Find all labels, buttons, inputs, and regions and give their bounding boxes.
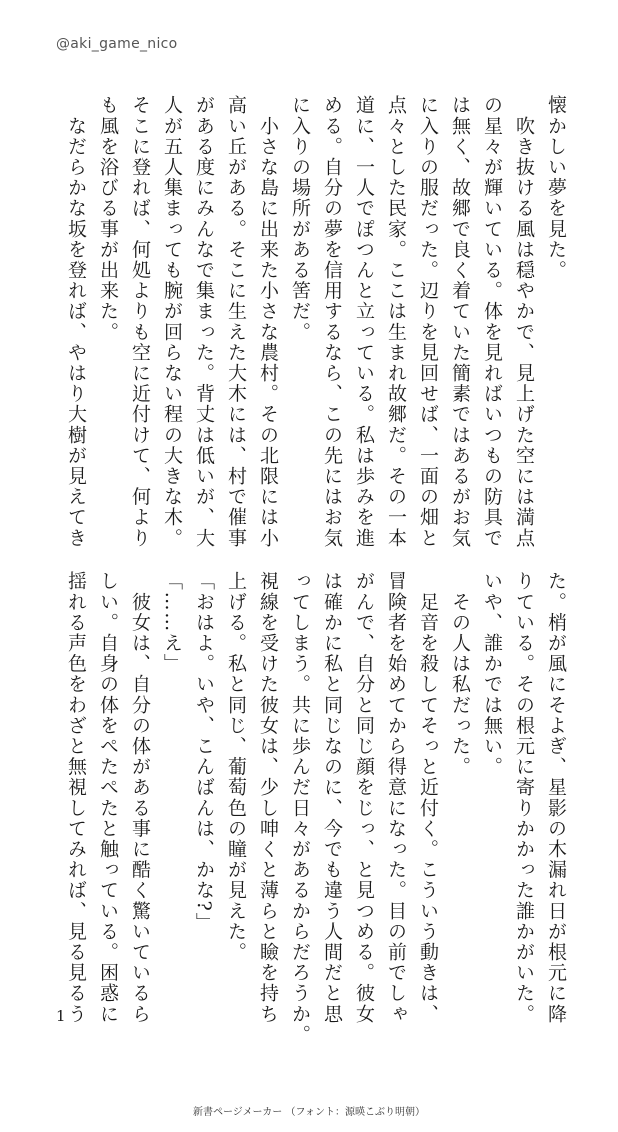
text-line: 懐かしい夢を見た。 <box>545 95 567 281</box>
text-line: 足音を殺してそっと近付く。こういう動きは、 <box>417 571 439 1025</box>
text-line: いや、誰かでは無い。 <box>481 571 503 777</box>
text-line: 「……え」 <box>161 571 183 674</box>
footer-credit: 新書ページメーカー （フォント：源暎こぶり明朝） <box>193 1107 425 1118</box>
text-line: りている。その根元に寄りかかった誰かがいた。 <box>513 571 535 1025</box>
page-number: 1 <box>56 1007 66 1025</box>
author-handle: @aki_game_nico <box>56 36 178 52</box>
text-line: 点々とした民家。ここは生まれ故郷だ。その一本 <box>385 95 407 549</box>
text-line: しい。自身の体をぺたぺたと触っている。困惑に <box>97 571 119 1025</box>
text-line: がんで、自分と同じ顔をじっ、と見つめる。彼女 <box>353 571 375 1025</box>
text-line: の星々が輝いている。体を見ればいつもの防具で <box>481 95 503 549</box>
body-text-upper <box>60 95 572 549</box>
text-line: 上げる。私と同じ、葡萄色の瞳が見えた。 <box>225 571 247 963</box>
text-line: 彼女は、自分の体がある事に酷く驚いているら <box>129 571 151 1025</box>
text-line: に入りの場所がある筈だ。 <box>289 95 311 343</box>
text-line: ってしまう。共に歩んだ日々があるからだろうか。 <box>289 571 311 1045</box>
text-line: 「おはよ。いや、こんばんは、かな?」 <box>193 571 215 933</box>
text-line: 小さな島に出来た小さな農村。その北限には小 <box>257 95 279 549</box>
text-line: 道に、一人でぽつんと立っている。私は歩みを進 <box>353 95 375 549</box>
text-line: た。梢が風にそよぎ、星影の木漏れ日が根元に降 <box>545 571 567 1025</box>
text-line: がある度にみんなで集まった。背丈は低いが、大 <box>193 95 215 549</box>
text-line: 高い丘がある。そこに生えた大木には、村で催事 <box>225 95 247 549</box>
body-text-lower <box>60 571 572 1045</box>
text-line: める。自分の夢を信用するなら、この先にはお気 <box>321 95 343 549</box>
text-line: なだらかな坂を登れば、やはり大樹が見えてき <box>65 95 87 549</box>
text-line: は確かに私と同じなのに、今でも違う人間だと思 <box>321 571 343 1025</box>
text-line: 人が五人集まっても腕が回らない程の大きな木。 <box>161 95 183 549</box>
text-line: は無く、故郷で良く着ていた簡素ではあるがお気 <box>449 95 471 549</box>
text-line: 揺れる声色をわざと無視してみれば、見る見るう <box>65 571 87 1025</box>
text-line: その人は私だった。 <box>449 571 471 777</box>
text-line: 吹き抜ける風は穏やかで、見上げた空には満点 <box>513 95 535 549</box>
text-line: そこに登れば、何処よりも空に近付けて、何より <box>129 95 151 549</box>
text-line: 冒険者を始めてから得意になった。目の前でしゃ <box>385 571 407 1025</box>
text-line: に入りの服だった。辺りを見回せば、一面の畑と <box>417 95 439 549</box>
text-line: 視線を受けた彼女は、少し呻くと薄らと瞼を持ち <box>257 571 279 1025</box>
text-line: も風を浴びる事が出来た。 <box>97 95 119 343</box>
